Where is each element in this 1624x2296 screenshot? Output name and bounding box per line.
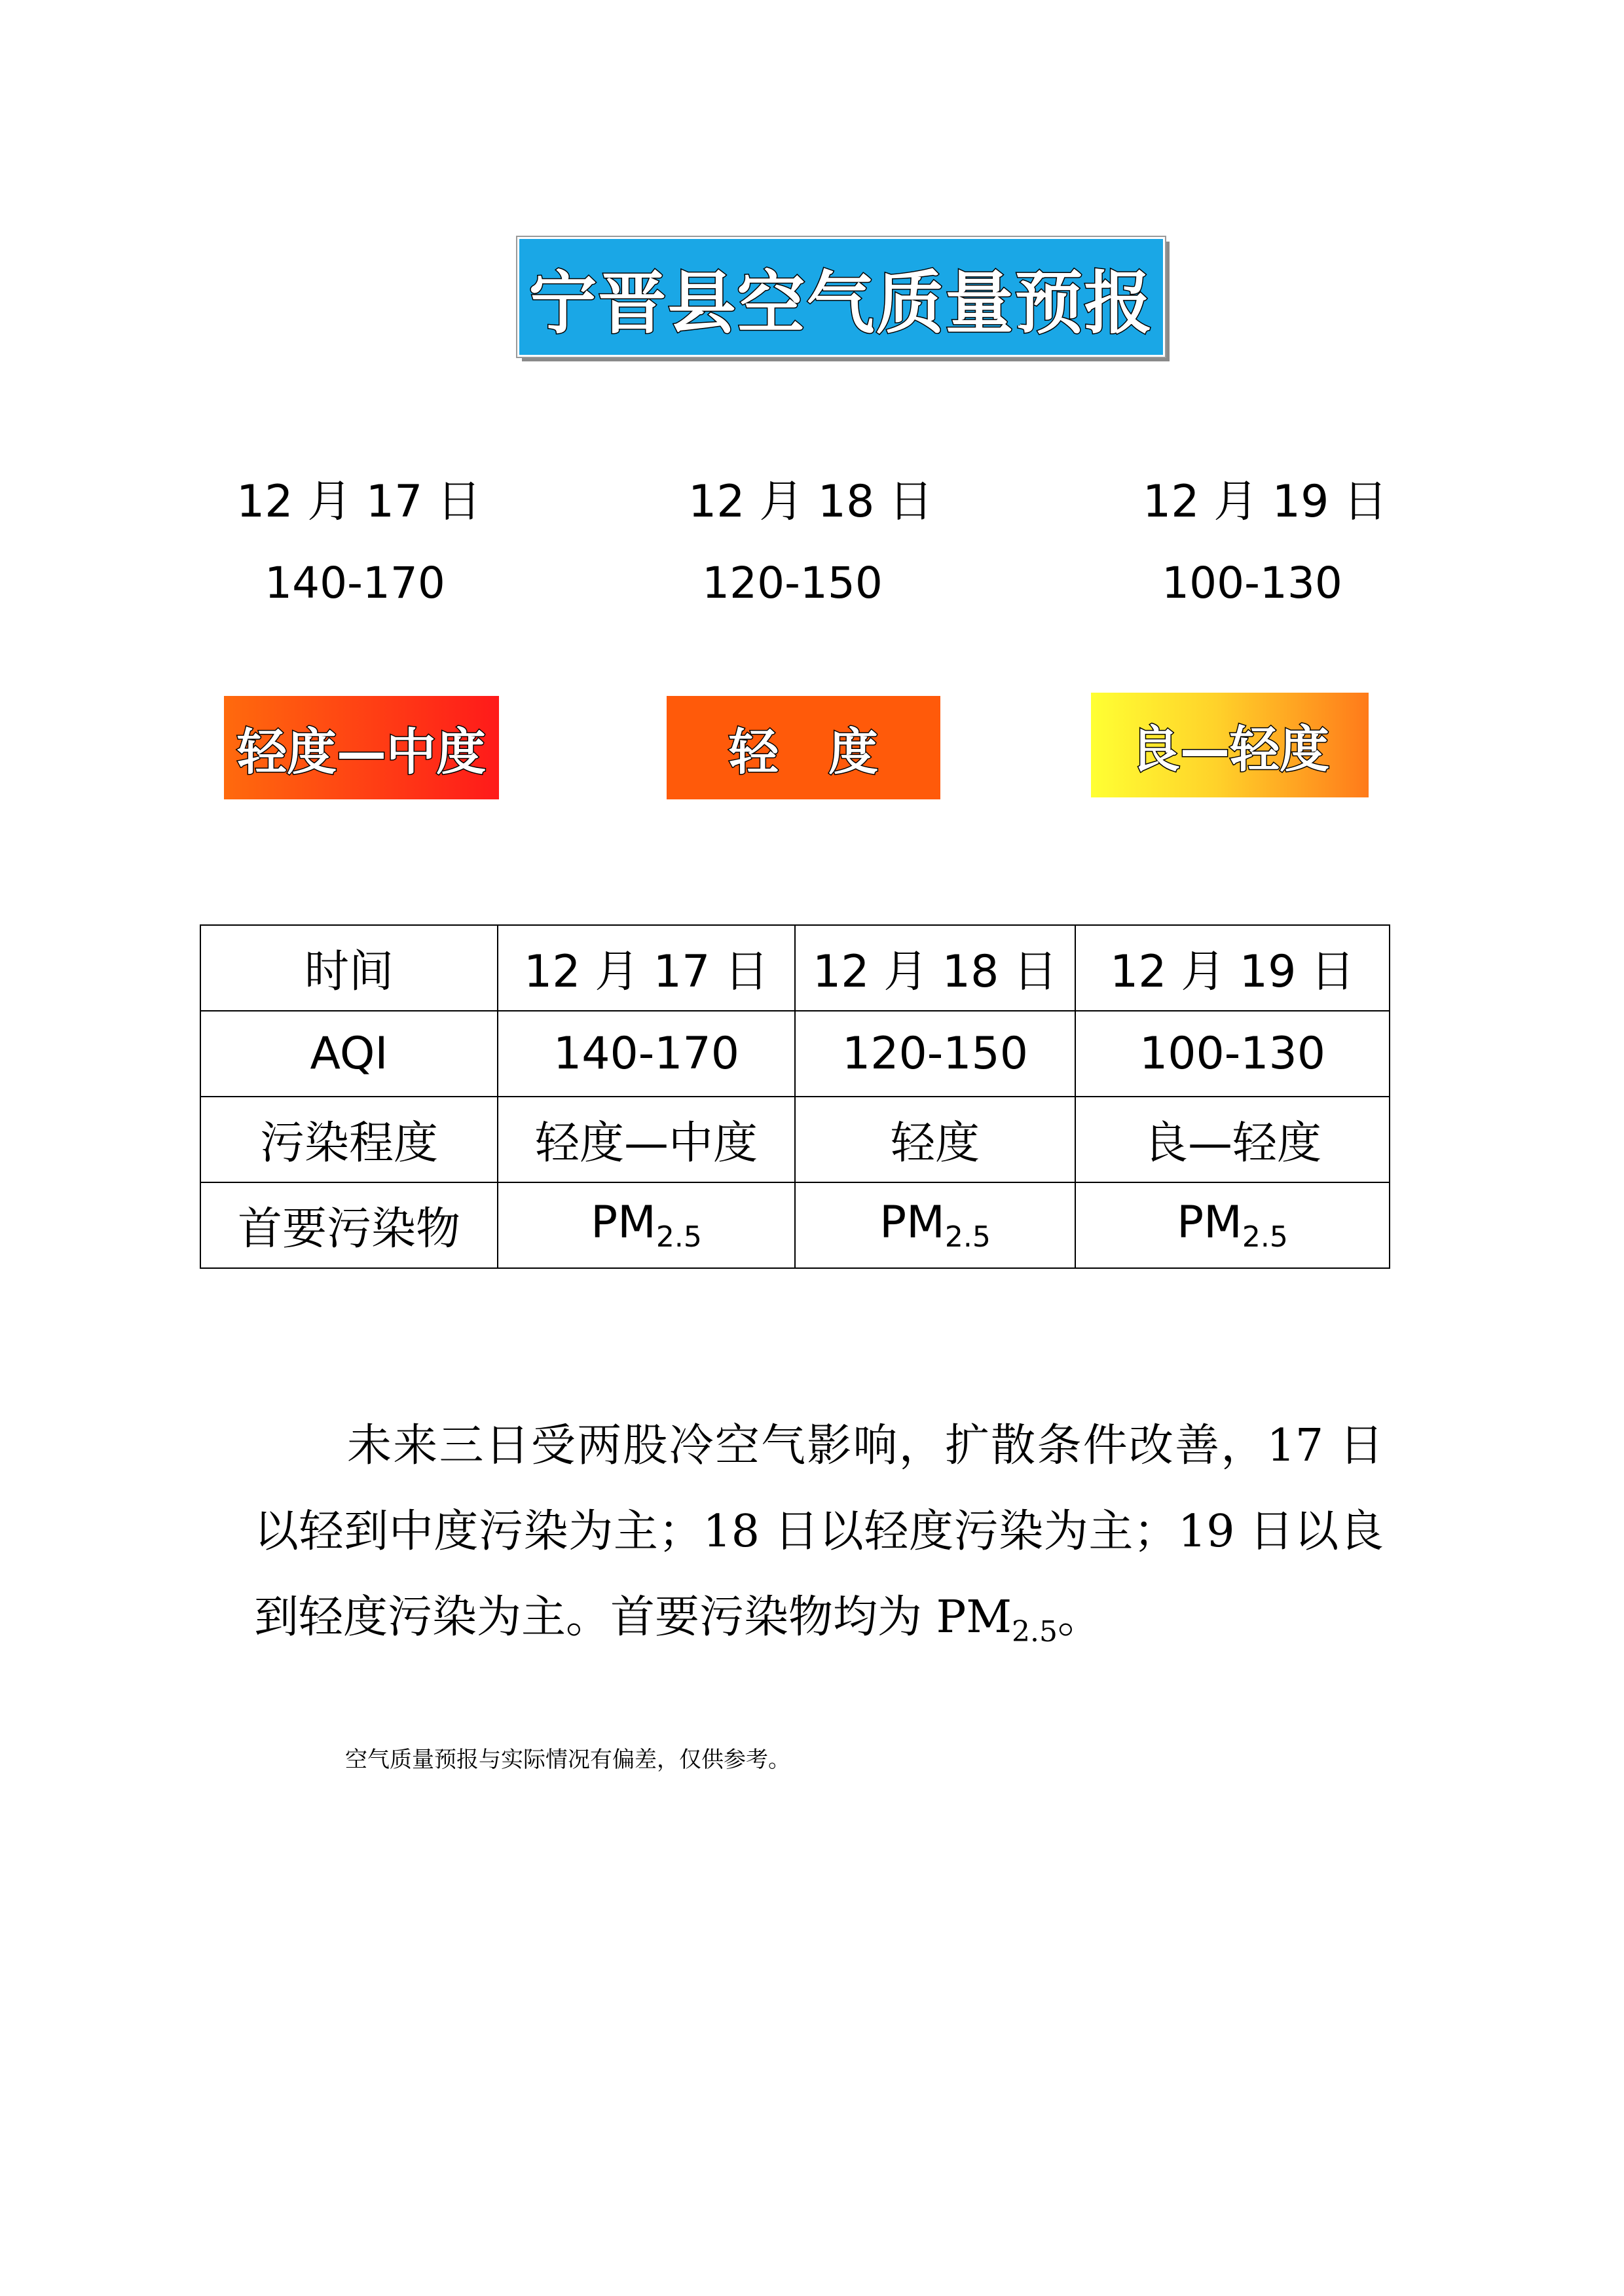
summary-text: 未来三日受两股冷空气影响，扩散条件改善，17 日以轻到中度污染为主；18 日以轻度污染为主；19 日以良到轻度污染为主。首要污染物均为 PM <box>254 1420 1384 1643</box>
day-1-aqi-range: 140-170 <box>265 558 445 608</box>
pollutant-main: PM <box>879 1197 945 1248</box>
day-2-aqi-range: 120-150 <box>702 558 883 608</box>
table-row <box>200 1097 1390 1182</box>
pollutant-day-1 <box>498 1182 795 1268</box>
summary-sub: 2.5 <box>1012 1615 1058 1649</box>
day-2-level-label: 轻 度 <box>729 722 878 781</box>
day-3-date: 12 月 19 日 <box>1143 476 1388 528</box>
header-day-1: 12 月 17 日 <box>498 925 795 1011</box>
summary-end: 。 <box>1057 1592 1102 1643</box>
header-day-3: 12 月 19 日 <box>1075 925 1390 1011</box>
day-3-aqi-range: 100-130 <box>1162 558 1342 608</box>
table-row <box>200 1182 1390 1268</box>
aqi-day-2: 120-150 <box>795 1011 1075 1097</box>
aqi-day-3: 100-130 <box>1075 1011 1390 1097</box>
title-banner <box>517 237 1165 357</box>
pollutant-sub: 2.5 <box>944 1220 991 1254</box>
level-label: 污染程度 <box>200 1097 498 1182</box>
aqi-label: AQI <box>200 1011 498 1097</box>
header-day-2: 12 月 18 日 <box>795 925 1075 1011</box>
pollutant-main: PM <box>1177 1197 1242 1248</box>
day-3-level-badge <box>1091 693 1369 797</box>
day-2-date: 12 月 18 日 <box>688 476 933 528</box>
disclaimer-note: 空气质量预报与实际情况有偏差，仅供参考。 <box>345 1747 790 1773</box>
level-day-3: 良—轻度 <box>1075 1097 1390 1182</box>
aqi-day-1: 140-170 <box>498 1011 795 1097</box>
day-1-date: 12 月 17 日 <box>236 476 481 528</box>
day-1-level-badge <box>224 696 499 799</box>
level-day-1: 轻度—中度 <box>498 1097 795 1182</box>
day-2-level-badge <box>667 696 940 799</box>
day-1-level-label: 轻度—中度 <box>237 722 486 781</box>
pollutant-main: PM <box>591 1197 656 1248</box>
pollutant-day-3 <box>1075 1182 1390 1268</box>
table-row <box>200 925 1390 1011</box>
day-3-level-label: 良—轻度 <box>1130 720 1329 778</box>
pollutant-sub: 2.5 <box>655 1220 702 1254</box>
forecast-summary <box>254 1403 1384 1675</box>
forecast-table <box>200 924 1390 1269</box>
table-row <box>200 1011 1390 1097</box>
page-title: 宁晋县空气质量预报 <box>528 263 1154 343</box>
level-day-2: 轻度 <box>795 1097 1075 1182</box>
pollutant-day-2 <box>795 1182 1075 1268</box>
header-time: 时间 <box>200 925 498 1011</box>
pollutant-sub: 2.5 <box>1242 1220 1288 1254</box>
pollutant-label: 首要污染物 <box>200 1182 498 1268</box>
